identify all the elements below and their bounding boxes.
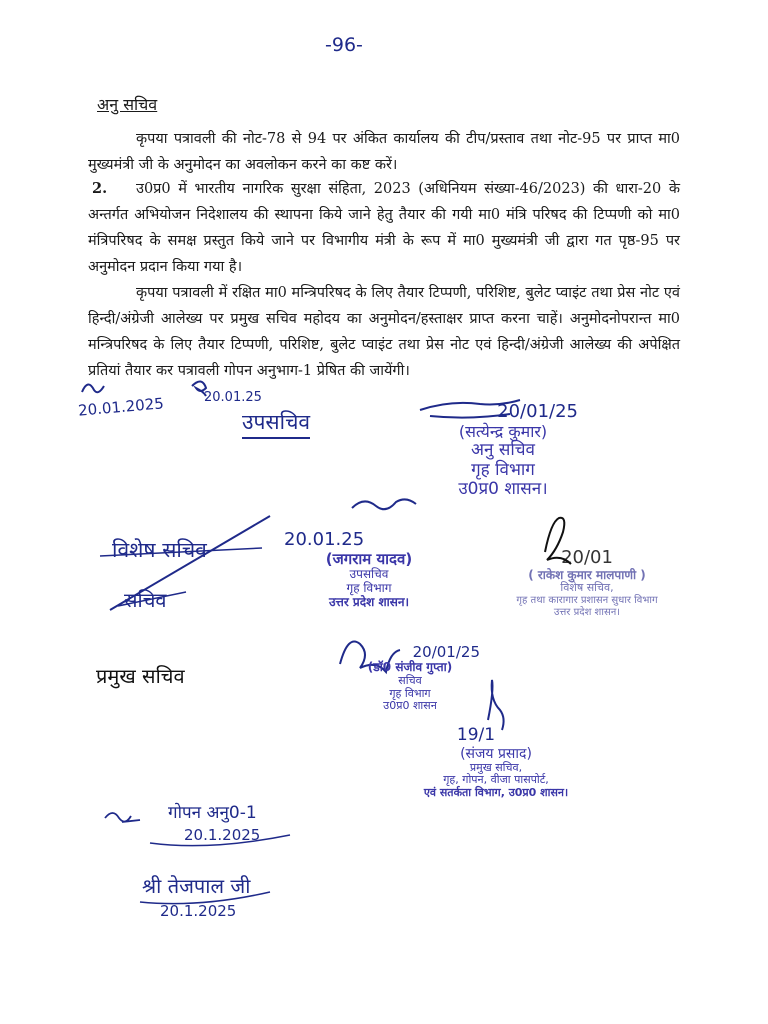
- sachiv-govt: उ0प्र0 शासन: [383, 699, 437, 713]
- initials-mid-date: 20.01.25: [204, 390, 262, 405]
- upsachiv-stamp: [284, 530, 454, 609]
- anu-sachiv-dept: गृह विभाग: [471, 459, 535, 480]
- pramukh-sachiv-stamp: [386, 726, 606, 800]
- vishesh-sachiv-govt: उत्तर प्रदेश शासन।: [553, 606, 621, 618]
- anu-sachiv-name: (सत्येन्द्र कुमार): [458, 421, 548, 441]
- anu-sachiv-stamp: [428, 402, 578, 500]
- addressee-heading: अनु सचिव: [97, 95, 158, 114]
- upsachiv-dept: गृह विभाग: [346, 580, 392, 595]
- point-number: 2.: [92, 180, 108, 197]
- upsachiv-govt: उत्तर प्रदेश शासन।: [328, 594, 410, 609]
- paragraph-3-text: कृपया पत्रावली में रक्षित मा0 मन्त्रिपरिषद के लिए तैयार टिप्पणी, परिशिष्ट, बुलेट प्वाइंट तथा प्रेस नोट एवं हिन्दी/अंग्रेजी आलेख्य पर प्रमुख सचिव महोदय का अनुमोदन/हस्ताक्षर प्राप्त करना चाहें। अनुमोदनोपरान्त मा0 मन्त्रिपरिषद के लिए तैयार टिप्पणी, परिशिष्ट, बुलेट प्वाइंट तथा प्रेस नोट एवं हिन्दी/अंग्रेजी आलेख्य की अपेक्षित प्रतियां तैयार कर पत्रावली गोपन अनुभाग-1 प्रेषित की जायेंगी।: [88, 285, 680, 379]
- paragraph-1-text: कृपया पत्रावली की नोट-78 से 94 पर अंकित कार्यालय की टीप/प्रस्ताव तथा नोट-95 पर प्राप्त मा0 मुख्यमंत्री जी के अनुमोदन का अवलोकन करने का कष्ट करें।: [88, 131, 680, 173]
- anu-sachiv-govt: उ0प्र0 शासन।: [458, 479, 548, 500]
- vishesh-sachiv-stamp: [492, 548, 682, 618]
- vishesh-sachiv-designation: विशेष सचिव,: [560, 581, 614, 595]
- paragraph-2-text: उ0प्र0 में भारतीय नागरिक सुरक्षा संहिता, 2023 (अधिनियम संख्या-46/2023) की धारा-20 के अन्तर्गत अभियोजन निदेशालय की स्थापना किये जाने हेतु तैयार की गयी मा0 मंत्रि परिषद की टिप्पणी को मा0 मंत्रिपरिषद के समक्ष प्रस्तुत किये जाने पर विभागीय मंत्री के रूप में मा0 मुख्यमंत्री जी द्वारा गत पृष्ठ-95 पर अनुमोदन प्रदान किया गया है।: [88, 181, 680, 275]
- pramukh-sachiv-dept: गृह, गोपन, वीजा पासपोर्ट,: [443, 773, 549, 787]
- pramukh-sachiv-handwritten: प्रमुख सचिव: [96, 664, 185, 688]
- vishesh-sachiv-sign-date: 20/01: [561, 547, 613, 568]
- anu-sachiv-sign-date: 20/01/25: [497, 401, 578, 422]
- sachiv-stamp: [340, 644, 480, 713]
- tejpal-note: श्री तेजपाल जी: [142, 874, 251, 898]
- page-number: -96-: [325, 34, 363, 56]
- vishesh-sachiv-dept: गृह तथा कारागार प्रशासन सुधार विभाग: [516, 595, 658, 607]
- pramukh-sachiv-govt: एवं सतर्कता विभाग, उ0प्र0 शासन।: [423, 785, 569, 799]
- anu-sachiv-designation: अनु सचिव: [471, 440, 535, 461]
- sachiv-struck: सचिव: [124, 588, 167, 612]
- tejpal-date: 20.1.2025: [160, 902, 237, 920]
- upsachiv-name: (जगराम यादव): [325, 549, 413, 568]
- up-sachiv-handwritten: उपसचिव: [242, 408, 310, 439]
- pramukh-sachiv-designation: प्रमुख सचिव,: [469, 760, 523, 774]
- vishesh-sachiv-name: ( राकेश कुमार मालपाणी ): [528, 567, 646, 582]
- pramukh-sachiv-sign-date: 19/1: [456, 725, 496, 745]
- pramukh-sachiv-name: (संजय प्रसाद): [460, 745, 532, 762]
- initials-left-date: 20.01.2025: [77, 394, 165, 420]
- vishesh-sachiv-struck: विशेष सचिव: [112, 538, 207, 562]
- gopan-anubhag-note: गोपन अनु0-1: [168, 803, 257, 823]
- sachiv-dept: गृह विभाग: [389, 686, 431, 700]
- upsachiv-sign-date: 20.01.25: [284, 529, 365, 550]
- sachiv-name: (डॉ0 संजीव गुप्ता): [367, 660, 453, 675]
- upsachiv-designation: उपसचिव: [349, 566, 389, 581]
- sachiv-sign-date: 20/01/25: [412, 643, 480, 661]
- gopan-date: 20.1.2025: [184, 826, 261, 844]
- sachiv-designation: सचिव: [398, 674, 422, 688]
